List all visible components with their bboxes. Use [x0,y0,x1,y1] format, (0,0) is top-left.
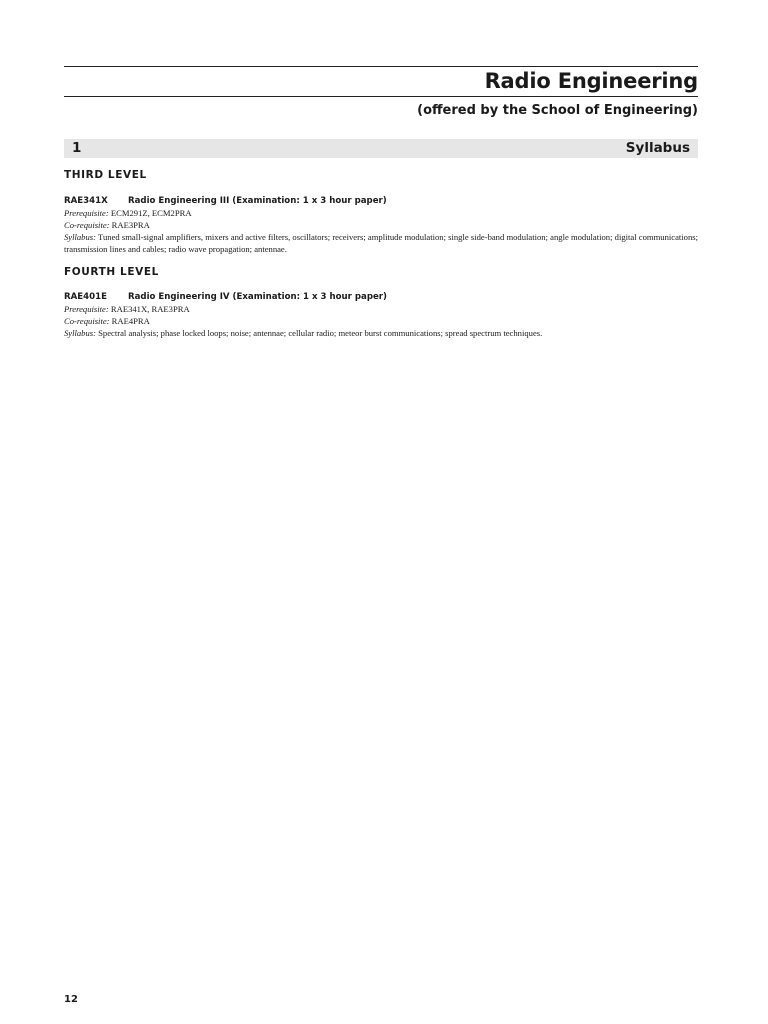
level-heading-third: THIRD LEVEL [64,169,147,181]
course-code: RAE341X [64,196,108,206]
course-prerequisite [64,303,698,315]
prerequisite-label: Prerequisite: [64,208,109,218]
course-heading-rae341x [64,196,387,206]
course-syllabus [64,327,698,339]
course-prerequisite [64,207,698,219]
prerequisite-label: Prerequisite: [64,304,109,314]
course-code: RAE401E [64,292,107,302]
corequisite-value: RAE3PRA [111,220,150,230]
syllabus-text: Spectral analysis; phase locked loops; noise; antennae; cellular radio; meteor burst communications; spread spectrum techniques. [98,328,543,338]
prerequisite-value: RAE341X, RAE3PRA [110,304,190,314]
corequisite-value: RAE4PRA [111,316,150,326]
syllabus-label: Syllabus: [64,328,96,338]
course-title: Radio Engineering III (Examination: 1 x 3 hour paper) [128,196,387,206]
page-number: 12 [64,994,78,1005]
page-title: Radio Engineering [484,69,698,93]
course-title: Radio Engineering IV (Examination: 1 x 3 hour paper) [128,292,387,302]
header-bottom-rule [64,96,698,97]
level-heading-fourth: FOURTH LEVEL [64,266,159,278]
section-number: 1 [72,140,82,156]
corequisite-label: Co-requisite: [64,316,110,326]
section-label: Syllabus [625,140,690,156]
syllabus-label: Syllabus: [64,232,96,242]
course-corequisite [64,315,698,327]
syllabus-text: Tuned small-signal amplifiers, mixers and active filters, oscillators; receivers; amplitude modulation; single side-band modulation; angle modulation; digital communications; transmission lines and cables; radio wave propagation; antennae. [64,232,698,254]
course-corequisite [64,219,698,231]
corequisite-label: Co-requisite: [64,220,110,230]
course-syllabus [64,231,698,255]
prerequisite-value: ECM291Z, ECM2PRA [110,208,192,218]
section-bar [64,139,698,158]
course-heading-rae401e [64,292,387,302]
page-subtitle: (offered by the School of Engineering) [417,103,698,118]
